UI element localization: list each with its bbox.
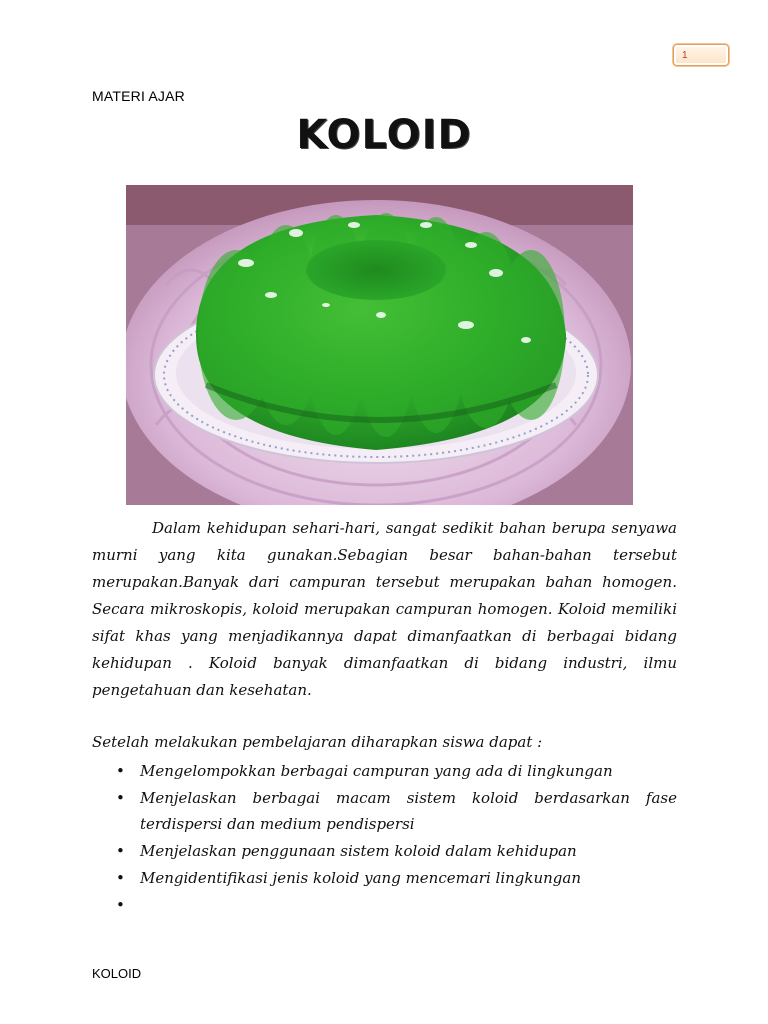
document-label: MATERI AJAR [92,88,185,104]
objectives-intro: Setelah melakukan pembelajaran diharapkan siswa dapat : [92,733,543,751]
list-item: • Mengidentifikasi jenis koloid yang mencemari lingkungan [92,865,677,891]
list-item: • Mengelompokkan berbagai campuran yang ada di lingkungan [92,758,677,784]
page-title: KOLOID [296,112,472,158]
page-number: 1 [682,50,688,61]
list-item: • Menjelaskan penggunaan sistem koloid dalam kehidupan [92,838,677,864]
intro-paragraph [92,515,677,704]
page-footer: KOLOID [92,966,142,981]
green-jelly-photo [126,185,633,505]
page-number-badge [673,44,729,66]
paragraph-text: Dalam kehidupan sehari-hari, sangat sedikit bahan berupa senyawa murni yang kita gunakan.Sebagian besar bahan-bahan tersebut merupakan.Banyak dari campuran tersebut merupakan bahan homogen. Secara mikroskopis, koloid merupakan campuran homogen. Koloid memiliki sifat khas yang menjadikannya dapat dimanfaatkan di berbagai bidang kehidupan . Koloid banyak dimanfaatkan di bidang industri, ilmu pengetahuan dan kesehatan. [92,519,677,699]
objectives-list [92,758,677,892]
list-item: • Menjelaskan berbagai macam sistem koloid berdasarkan fase terdispersi dan medium pendispersi [92,785,677,837]
